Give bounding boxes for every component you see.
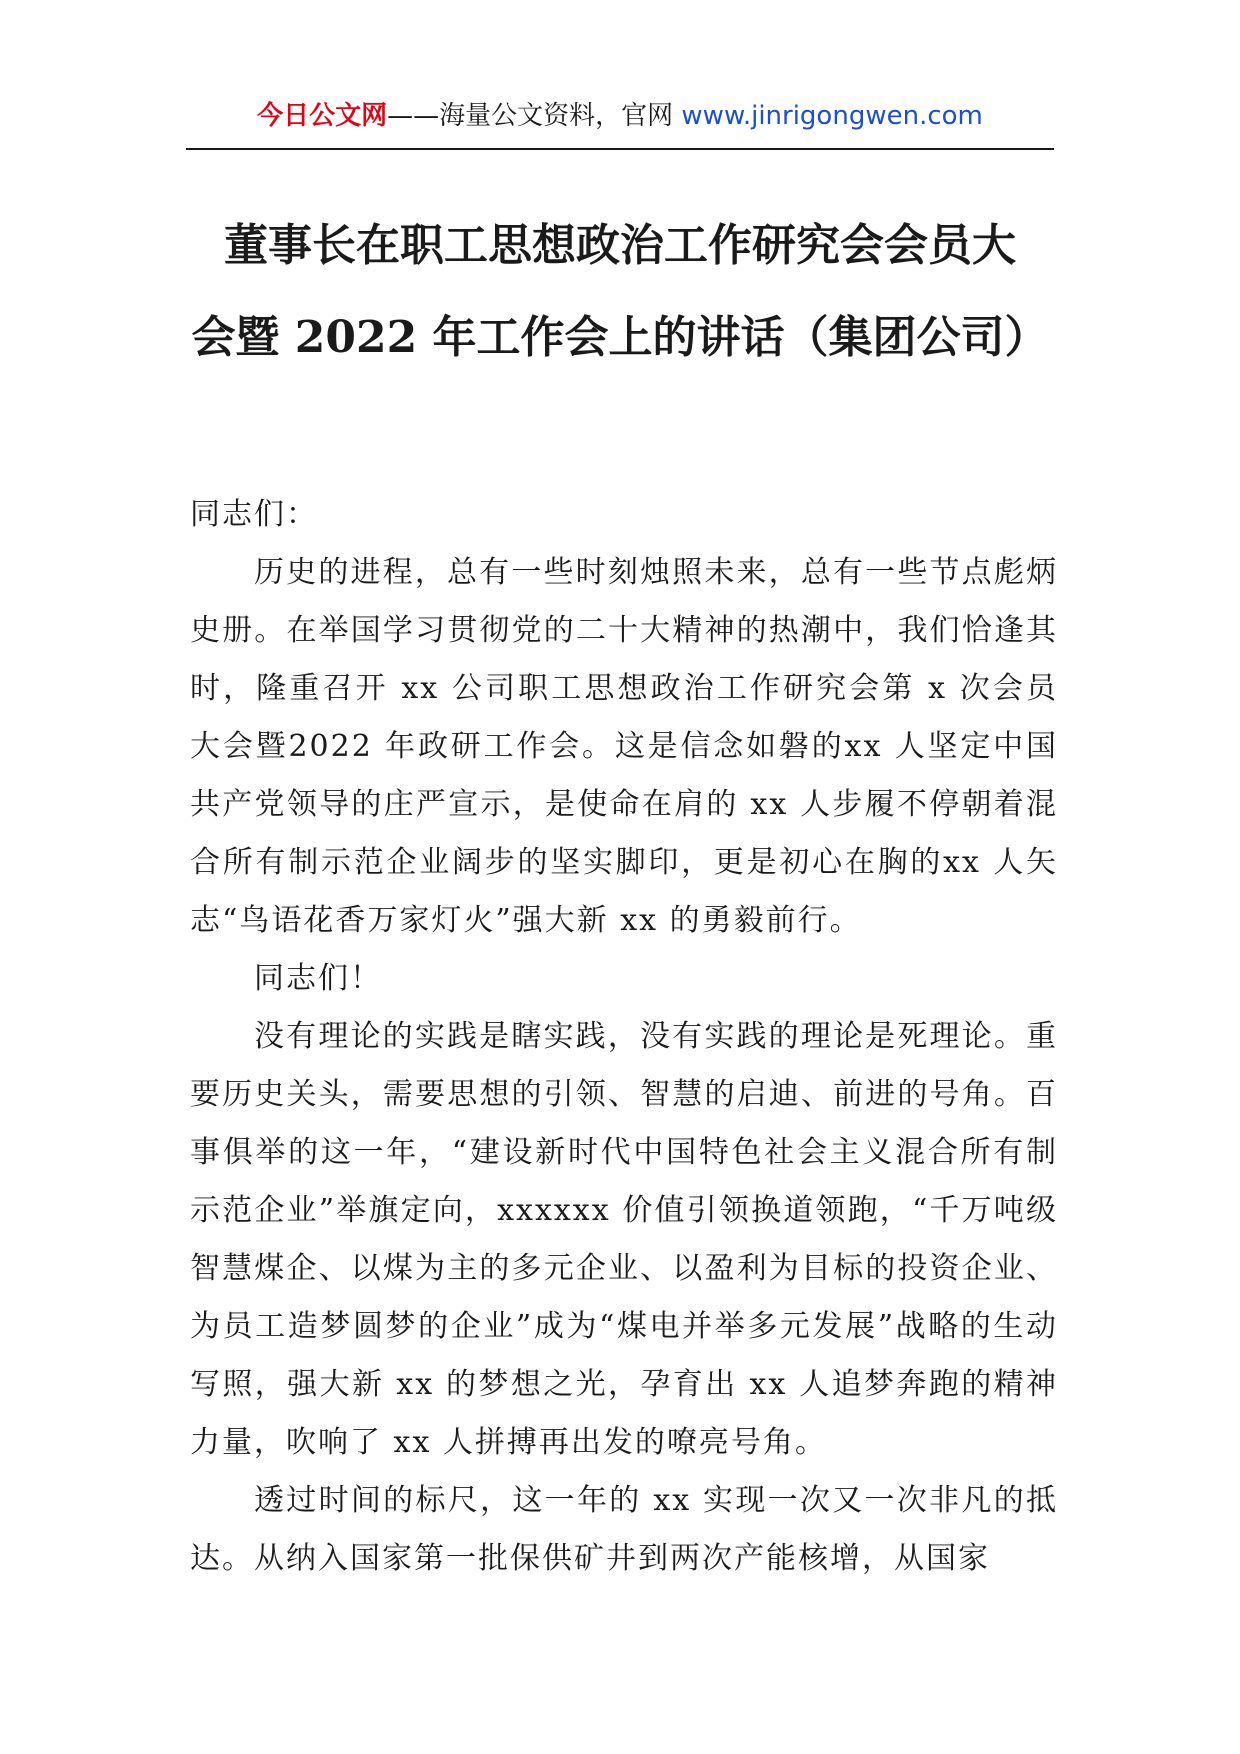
- document-title: [186, 200, 1054, 384]
- title-line-2: 会暨 2022 年工作会上的讲话（集团公司）: [191, 312, 1049, 363]
- title-line-1: 董事长在职工思想政治工作研究会会员大: [224, 220, 1016, 271]
- paragraph: 历史的进程，总有一些时刻烛照未来，总有一些节点彪炳史册。在举国学习贯彻党的二十大精神的热潮中，我们恰逢其时，隆重召开 xx 公司职工思想政治工作研究会第 x 次会员大会暨2022 年政研工作会。这是信念如磐的xx 人坚定中国共产党领导的庄严宣示，是使命在肩的 xx 人步履不停朝着混合所有制示范企业阔步的坚实脚印，更是初心在胸的xx 人矢志“鸟语花香万家灯火”强大新 xx 的勇毅前行。: [190, 555, 1058, 938]
- paragraph: 透过时间的标尺，这一年的 xx 实现一次又一次非凡的抵达。从纳入国家第一批保供矿井到两次产能核增，从国家: [190, 1483, 1058, 1576]
- paragraph: 没有理论的实践是瞎实践，没有实践的理论是死理论。重要历史关头，需要思想的引领、智慧的启迪、前进的号角。百事俱举的这一年，“建设新时代中国特色社会主义混合所有制示范企业”举旗定向，xxxxxx 价值引领换道领跑，“千万吨级智慧煤企、以煤为主的多元企业、以盈利为目标的投资企业、为员工造梦圆梦的企业”成为“煤电并举多元发展”战略的生动写照，强大新 xx 的梦想之光，孕育出 xx 人追梦奔跑的精神力量，吹响了 xx 人拼搏再出发的嘹亮号角。: [190, 1019, 1058, 1460]
- site-tagline: ——海量公文资料，官网: [387, 101, 682, 131]
- header-divider: [186, 148, 1054, 150]
- salutation: 同志们：: [190, 497, 318, 532]
- site-url-link[interactable]: www.jinrigongwen.com: [681, 101, 983, 131]
- site-brand[interactable]: 今日公文网: [257, 101, 388, 131]
- document-body: [190, 486, 1058, 1588]
- site-header: [186, 96, 1054, 148]
- paragraph: 同志们！: [254, 961, 382, 996]
